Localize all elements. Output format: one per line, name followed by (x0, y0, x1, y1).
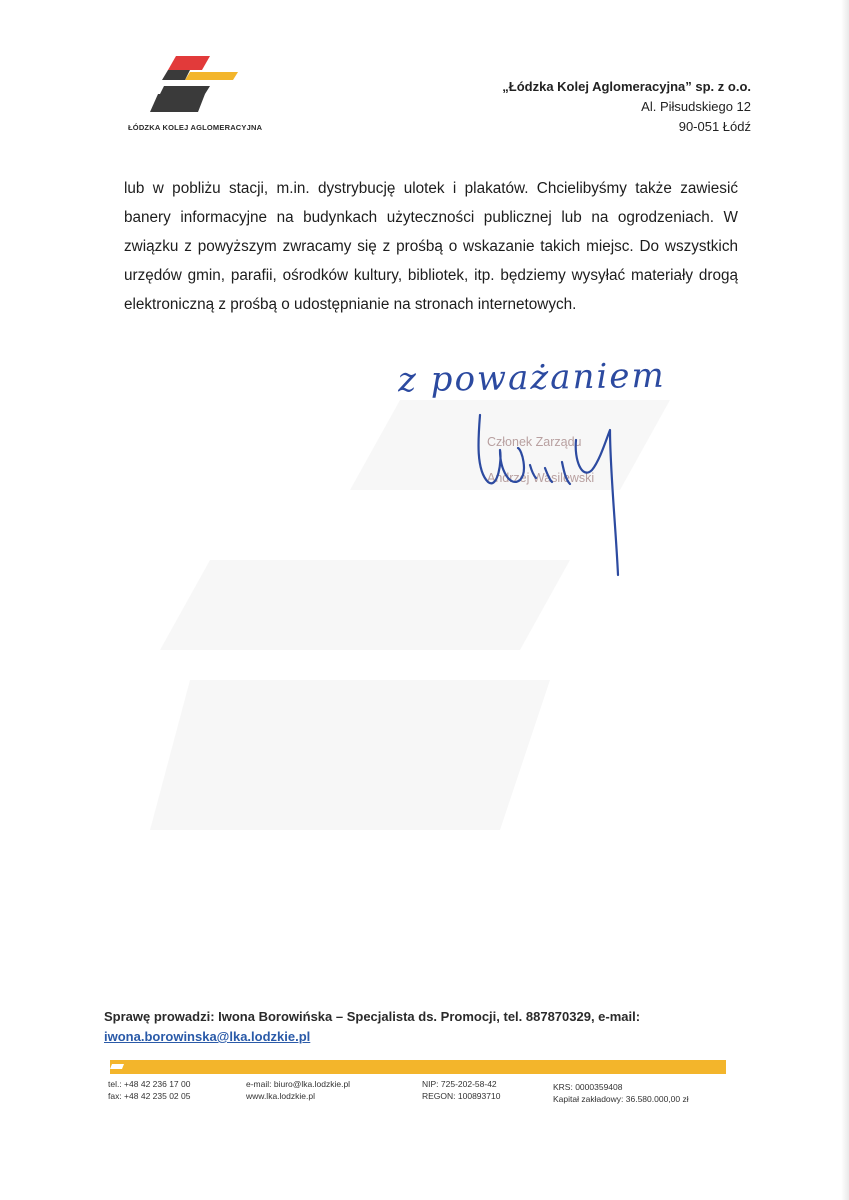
company-logo (120, 50, 270, 140)
contact-text: Sprawę prowadzi: Iwona Borowińska – Specjalista ds. Promocji, tel. 887870329, e-mail: (104, 1009, 641, 1024)
lka-logo-icon (150, 50, 240, 112)
page-edge (841, 0, 849, 1200)
handwritten-signature (470, 410, 640, 580)
footer-krs: KRS: 0000359408 (553, 1082, 623, 1092)
logo-text: ŁÓDZKA KOLEJ AGLOMERACYJNA (128, 123, 263, 132)
footer-tel: tel.: +48 42 236 17 00 (108, 1079, 191, 1089)
footer-capital: Kapitał zakładowy: 36.580.000,00 zł (553, 1094, 689, 1104)
footer-web-col (246, 1078, 350, 1102)
footer-bar (110, 1060, 726, 1074)
company-address (502, 77, 751, 137)
stamp-name: Andrzej Wasilewski (487, 471, 595, 485)
footer-logo-icon (110, 1055, 130, 1071)
footer-fax: fax: +48 42 235 02 05 (108, 1091, 191, 1101)
footer-email: e-mail: biuro@lka.lodzkie.pl (246, 1079, 351, 1089)
contact-email-link[interactable]: iwona.borowinska@lka.lodzkie.pl (104, 1029, 311, 1044)
footer-nip: NIP: 725-202-58-42 (422, 1079, 497, 1089)
address-street: Al. Piłsudskiego 12 (641, 99, 751, 114)
footer-www: www.lka.lodzkie.pl (246, 1091, 315, 1101)
footer-registry-col (553, 1081, 689, 1105)
handwritten-closing: z poważaniem (397, 355, 666, 401)
address-city: 90-051 Łódź (678, 119, 751, 134)
stamp-title: Członek Zarządu (487, 435, 582, 449)
contact-person (104, 1007, 724, 1047)
footer-phone-col (108, 1078, 190, 1102)
footer-tax-col (422, 1078, 500, 1102)
body-paragraph: lub w pobliżu stacji, m.in. dystrybucję ulotek i plakatów. Chcielibyśmy także zawiesić banery informacyjne na budynkach użyteczności publicznej lub na ogrodzeniach. W związku z powyższym zwracamy się z prośbą o wskazanie takich miejsc. Do wszystkich urzędów gmin, parafii, ośrodków kultury, bibliotek, itp. będziemy wysyłać materiały drogą elektroniczną z prośbą o udostępnianie na stronach internetowych. (124, 180, 738, 313)
company-name: „Łódzka Kolej Aglomeracyjna” sp. z o.o. (502, 79, 751, 94)
letter-body (124, 174, 738, 319)
footer-regon: REGON: 100893710 (422, 1091, 501, 1101)
